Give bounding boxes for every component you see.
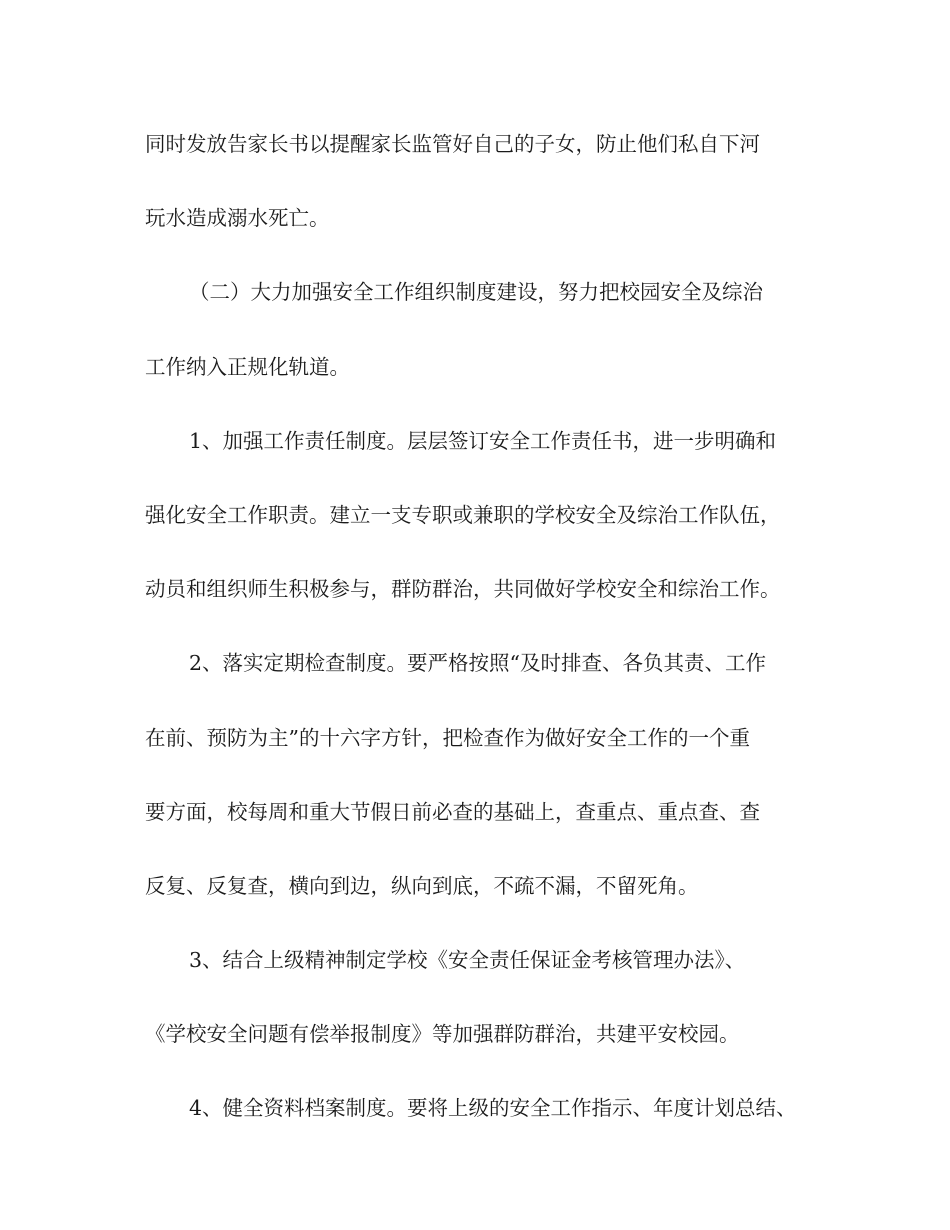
text-line-4: 工作纳入正规化轨道。: [145, 354, 350, 379]
text-line-2: 玩水造成溺水死亡。: [145, 206, 330, 231]
text-line-7: 动员和组织师生积极参与，群防群治，共同做好学校安全和综治工作。: [145, 577, 781, 602]
item-3-start: 3、结合上级精神制定学校《安全责任保证金考核管理办法》、: [189, 948, 746, 973]
text-line-11: 反复、反复查，横向到边，纵向到底，不疏不漏，不留死角。: [145, 873, 699, 898]
text-line-1: 同时发放告家长书以提醒家长监管好自己的子女，防止他们私自下河: [145, 132, 760, 156]
item-4-start: 4、健全资料档案制度。要将上级的安全工作指示、年度计划总结、: [189, 1096, 797, 1121]
item-1-start: 1、加强工作责任制度。层层签订安全工作责任书，进一步明确和: [189, 428, 777, 453]
item-2-start: 2、落实定期检查制度。要严格按照“及时排查、各负其责、工作: [189, 651, 767, 676]
document-body: [145, 126, 825, 1165]
text-line-10: 要方面，校每周和重大节假日前必查的基础上，查重点、重点查、查: [145, 799, 760, 824]
section-heading-2: （二）大力加强安全工作组织制度建设，努力把校园安全及综治: [189, 280, 763, 305]
text-line-6: 强化安全工作职责。建立一支专职或兼职的学校安全及综治工作队伍，: [145, 502, 781, 527]
text-line-9: 在前、预防为主”的十六字方针，把检查作为做好安全工作的一个重: [145, 725, 750, 750]
text-line-13: 《学校安全问题有偿举报制度》等加强群防群治，共建平安校园。: [145, 1022, 740, 1047]
